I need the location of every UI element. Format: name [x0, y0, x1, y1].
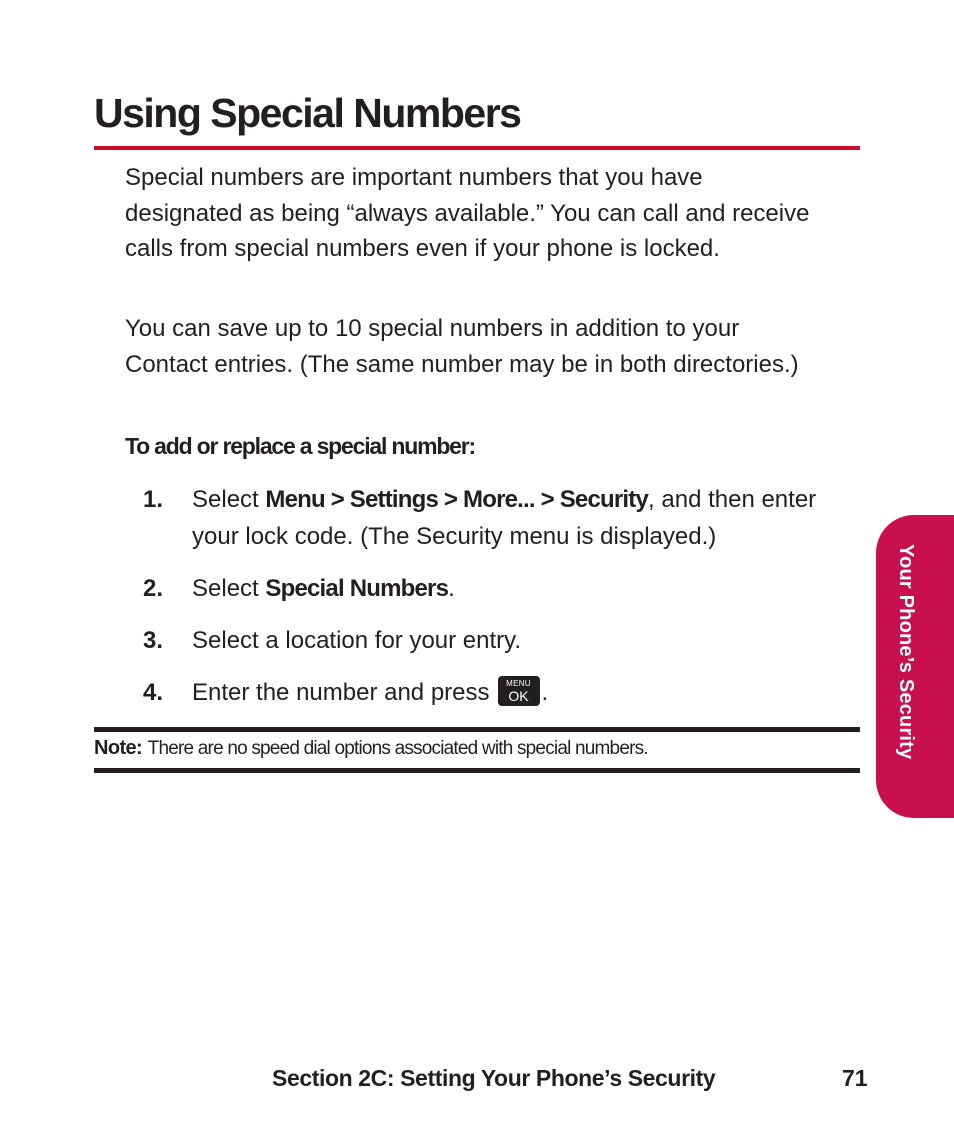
step-text [192, 481, 853, 555]
step-text-tail: , and then enter your lock code. (The Security menu is displayed.) [192, 486, 817, 550]
step-text-tail: . [448, 575, 455, 602]
footer-section-title: Section 2C: Setting Your Phone’s Security [272, 1065, 716, 1091]
page-title: Using Special Numbers [94, 90, 521, 136]
step-text-lead: Select [192, 575, 266, 602]
note-label: Note: [94, 737, 143, 759]
intro-paragraph: Special numbers are important numbers that you have designated as being “always available.” You can call and receive calls from special numbers even if your phone is locked. [125, 164, 810, 262]
step-text: Select a location for your entry. [192, 627, 522, 654]
page-number: 71 [842, 1065, 868, 1091]
step-text-tail: . [541, 679, 549, 706]
menu-path: Special Numbers [265, 575, 449, 602]
step-1 [143, 481, 853, 555]
step-text [192, 674, 853, 711]
step-2 [143, 570, 853, 607]
key-bottom-label: OK [508, 687, 529, 704]
note-text: There are no speed dial options associated with special numbers. [147, 738, 648, 759]
key-top-label: MENU [506, 678, 531, 688]
step-number: 3. [143, 627, 164, 654]
menu-ok-key-icon [498, 676, 540, 706]
step-number: 2. [143, 575, 164, 602]
procedure-heading: To add or replace a special number: [125, 433, 475, 459]
step-4 [143, 674, 853, 711]
capacity-paragraph: You can save up to 10 special numbers in addition to your Contact entries. (The same number may be in both directories.) [125, 315, 799, 378]
step-number: 4. [143, 679, 164, 706]
step-3 [143, 622, 853, 659]
side-tab-label: Your Phone’s Security [895, 544, 917, 760]
menu-path: Menu > Settings > More... > Security [265, 486, 649, 513]
step-text-lead: Enter the number and press [192, 679, 490, 706]
note-bottom-rule [94, 768, 860, 773]
step-number: 1. [143, 486, 164, 513]
step-text-lead: Select [192, 486, 266, 513]
note-top-rule [94, 727, 860, 732]
note [94, 733, 860, 764]
step-text [192, 570, 853, 607]
title-rule [94, 146, 860, 150]
